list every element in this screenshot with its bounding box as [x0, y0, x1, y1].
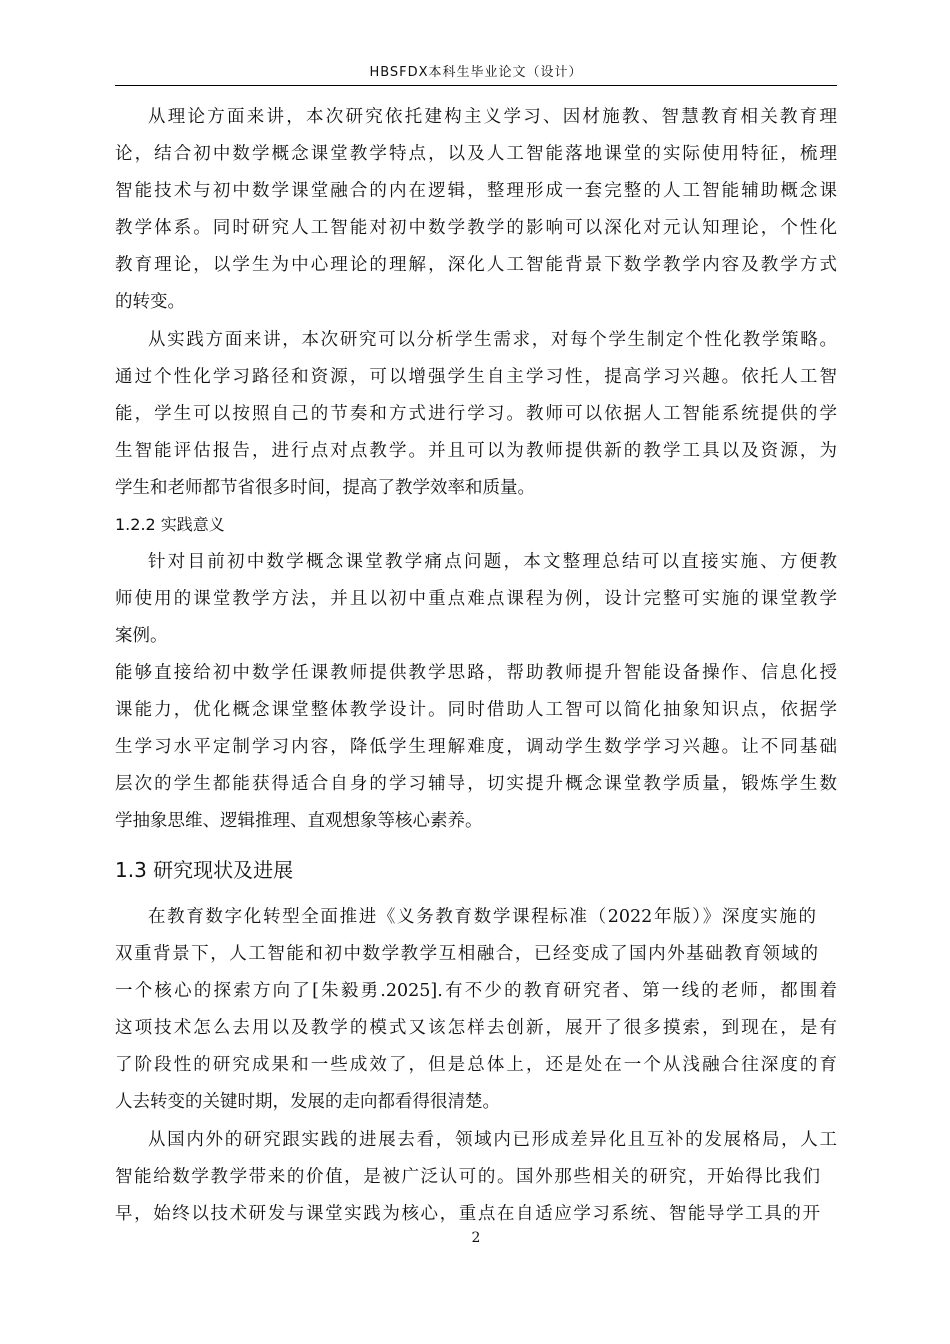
paragraph-line: 人去转变的关键时期，发展的走向都看得很清楚。: [115, 1092, 500, 1112]
paragraph-line: 生学习水平定制学习内容，降低学生理解难度，调动学生数学学习兴趣。让不同基础: [115, 737, 837, 757]
paragraph-line: 针对目前初中数学概念课堂教学痛点问题，本文整理总结可以直接实施、方便教: [148, 552, 837, 572]
paragraph-line: 从理论方面来讲，本次研究依托建构主义学习、因材施教、智慧教育相关教育理: [148, 107, 837, 127]
paragraph-line: 从国内外的研究跟实践的进展去看，领域内已形成差异化且互补的发展格局，人工: [148, 1130, 837, 1150]
paragraph-line: 的转变。: [115, 292, 185, 312]
paragraph-line: 从实践方面来讲，本次研究可以分析学生需求，对每个学生制定个性化教学策略。: [148, 330, 837, 350]
paragraph-line: 论，结合初中数学概念课堂教学特点，以及人工智能落地课堂的实际使用特征，梳理: [115, 144, 837, 164]
paragraph-line: 能够直接给初中数学任课教师提供教学思路，帮助教师提升智能设备操作、信息化授: [115, 663, 837, 683]
paragraph-line: 在教育数字化转型全面推进《义务教育数学课程标准（2022年版）》深度实施的: [148, 907, 816, 927]
paragraph-line: 课能力，优化概念课堂整体教学设计。同时借助人工智可以简化抽象知识点，依据学: [115, 700, 837, 720]
section-heading-1-3: 1.3 研究现状及进展: [115, 858, 294, 882]
paragraph-line: 师使用的课堂教学方法，并且以初中重点难点课程为例，设计完整可实施的课堂教学: [115, 589, 837, 609]
paragraph-line: 了阶段性的研究成果和一些成效了，但是总体上，还是处在一个从浅融合往深度的育: [115, 1055, 837, 1075]
paragraph-line: 一个核心的探索方向了[朱毅勇.2025].有不少的教育研究者、第一线的老师，都围着: [115, 981, 837, 1001]
paragraph-line: 层次的学生都能获得适合自身的学习辅导，切实提升概念课堂教学质量，锻炼学生数: [115, 774, 837, 794]
section-heading-1-2-2: 1.2.2 实践意义: [115, 515, 225, 534]
paragraph-line: 案例。: [115, 626, 168, 646]
paragraph-line: 这项技术怎么去用以及教学的模式又该怎样去创新，展开了很多摸索，到现在，是有: [115, 1018, 837, 1038]
paragraph-line: 生智能评估报告，进行点对点教学。并且可以为教师提供新的教学工具以及资源，为: [115, 441, 837, 461]
paragraph-line: 通过个性化学习路径和资源，可以增强学生自主学习性，提高学习兴趣。依托人工智: [115, 367, 837, 387]
header-rule: [115, 85, 837, 86]
running-header: HBSFDX本科生毕业论文（设计）: [369, 65, 583, 80]
paragraph-line: 能，学生可以按照自己的节奏和方式进行学习。教师可以依据人工智能系统提供的学: [115, 404, 837, 424]
paragraph-line: 智能给数学教学带来的价值，是被广泛认可的。国外那些相关的研究，开始得比我们: [115, 1167, 820, 1187]
paragraph-line: 学抽象思维、逻辑推理、直观想象等核心素养。: [115, 811, 483, 831]
paragraph-line: 学生和老师都节省很多时间，提高了教学效率和质量。: [115, 478, 535, 498]
paragraph-line: 教学体系。同时研究人工智能对初中数学教学的影响可以深化对元认知理论，个性化: [115, 218, 837, 238]
paragraph-line: 智能技术与初中数学课堂融合的内在逻辑，整理形成一套完整的人工智能辅助概念课: [115, 181, 837, 201]
paragraph-line: 教育理论，以学生为中心理论的理解，深化人工智能背景下数学教学内容及教学方式: [115, 255, 837, 275]
page-number: 2: [471, 1230, 481, 1246]
paragraph-line: 早，始终以技术研发与课堂实践为核心，重点在自适应学习系统、智能导学工具的开: [115, 1204, 820, 1224]
paragraph-line: 双重背景下，人工智能和初中数学教学互相融合，已经变成了国内外基础教育领域的: [115, 944, 818, 964]
